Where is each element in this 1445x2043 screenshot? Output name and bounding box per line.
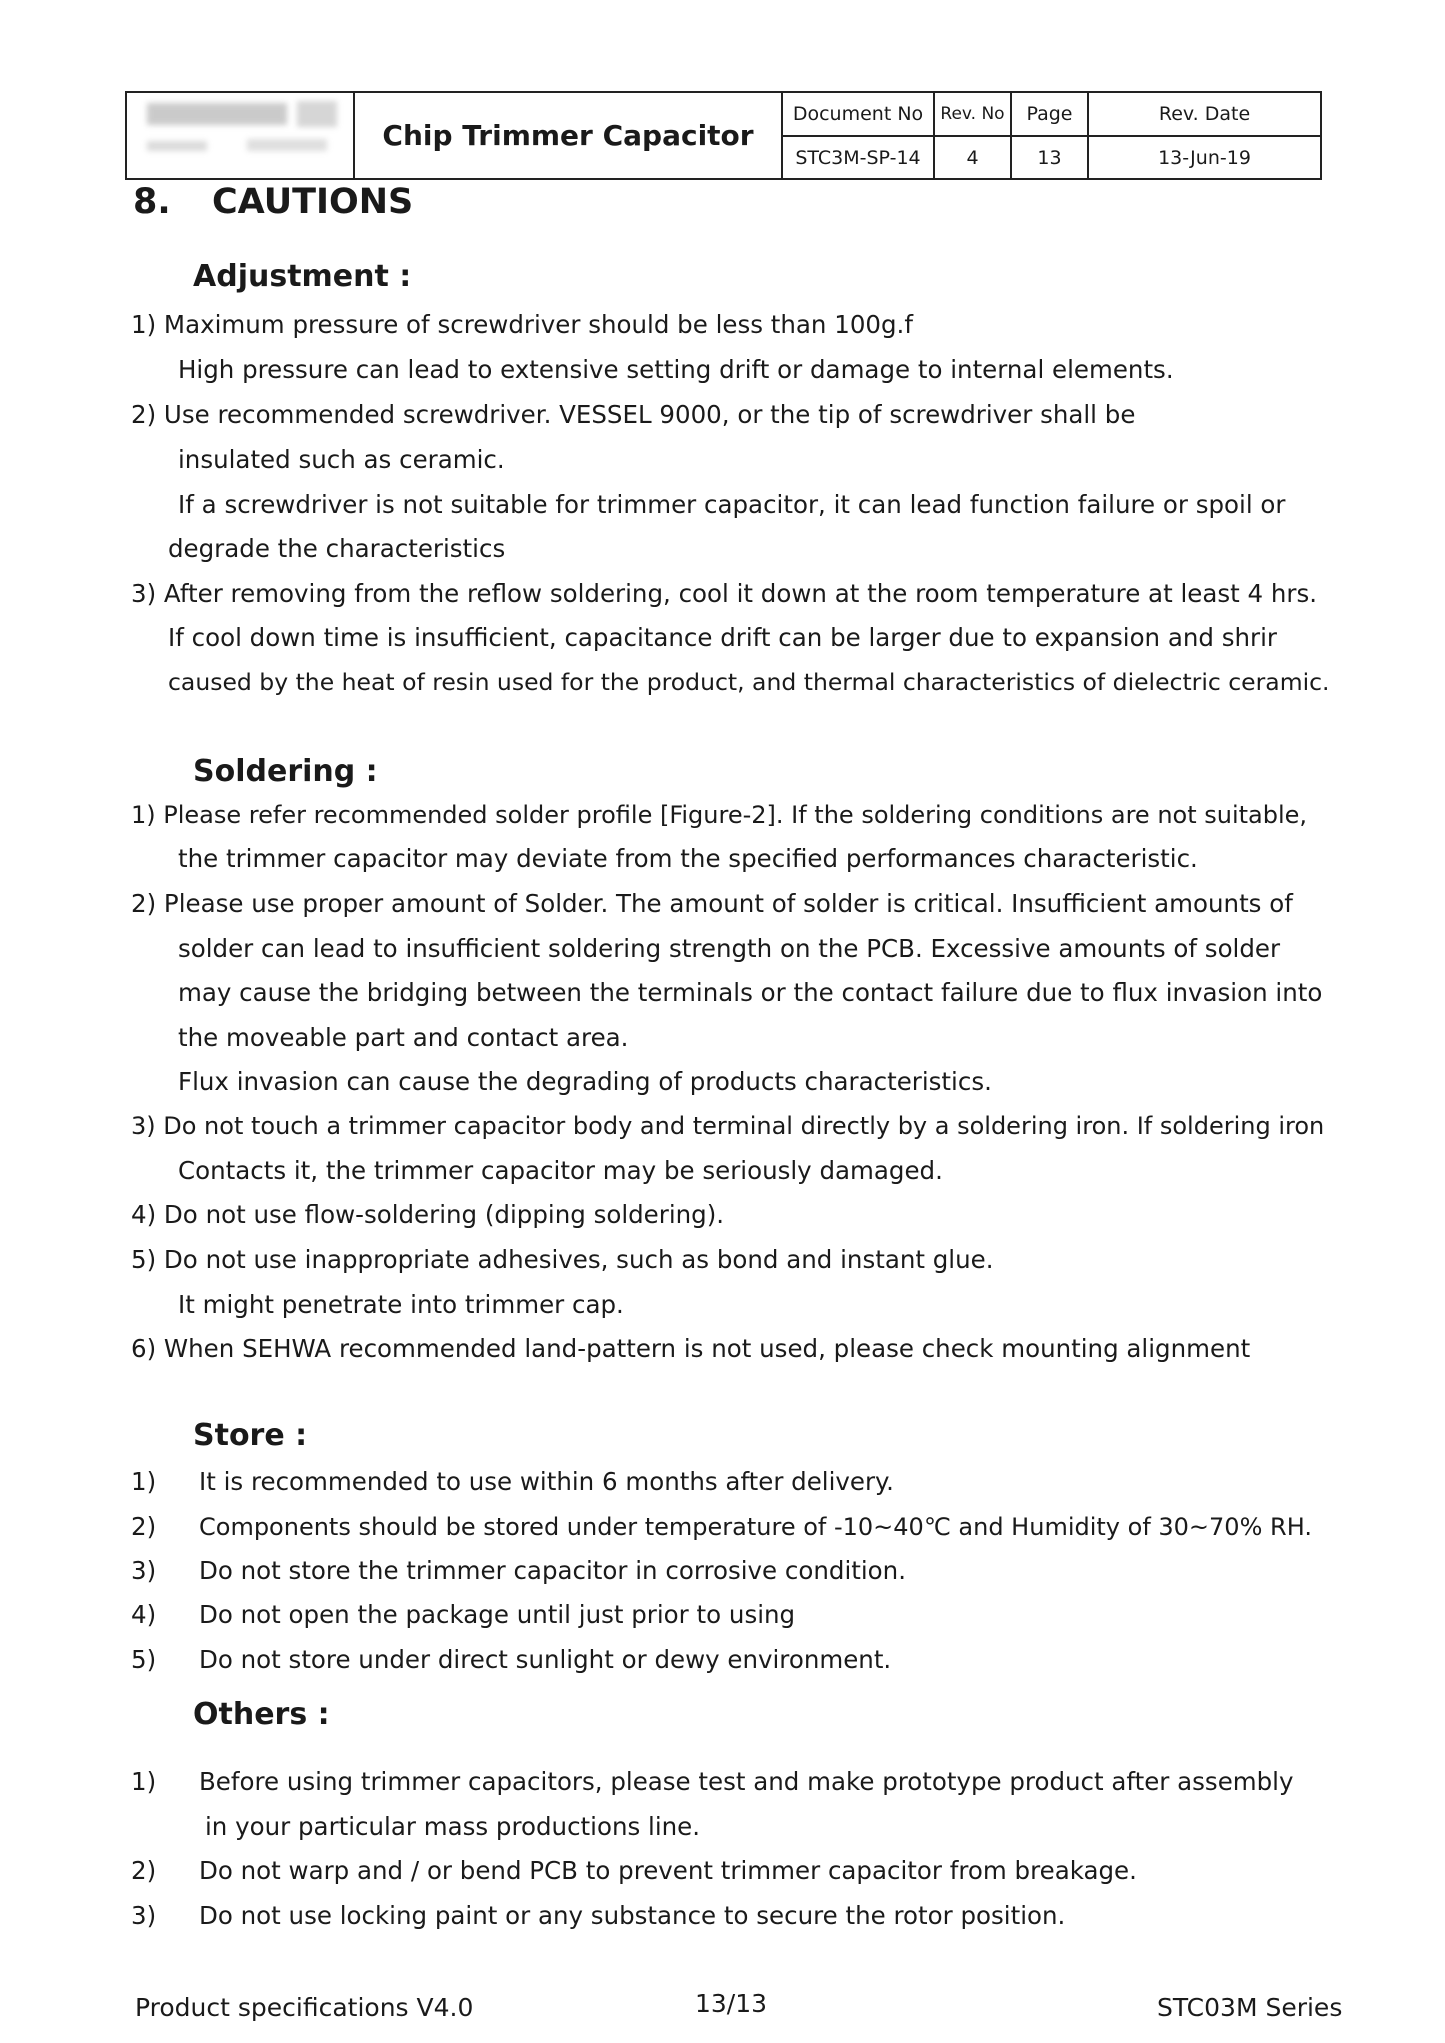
store-heading: Store : (193, 1418, 308, 1453)
others-item-number: 2) (131, 1856, 157, 1885)
soldering-line: 4) Do not use flow-soldering (dipping soldering). (131, 1200, 725, 1229)
soldering-line: solder can lead to insufficient soldering strength on the PCB. Excessive amounts of solder (178, 934, 1281, 963)
page-value: 13 (1011, 136, 1088, 179)
soldering-heading: Soldering : (193, 754, 378, 789)
others-item-text: Do not use locking paint or any substance to secure the rotor position. (199, 1901, 1066, 1930)
footer-spec-version: Product specifications V4.0 (135, 1993, 474, 2022)
others-heading: Others : (193, 1697, 330, 1732)
soldering-line: Contacts it, the trimmer capacitor may be seriously damaged. (178, 1156, 943, 1185)
section-title: CAUTIONS (212, 182, 414, 222)
store-item-text: Do not store under direct sunlight or dewy environment. (199, 1645, 892, 1674)
rev-date-value: 13-Jun-19 (1088, 136, 1321, 179)
page-label: Page (1011, 92, 1088, 136)
adjustment-line: 2) Use recommended screwdriver. VESSEL 9000, or the tip of screwdriver shall be (131, 400, 1136, 429)
adjustment-line: If cool down time is insufficient, capacitance drift can be larger due to expansion and shrir (168, 623, 1277, 652)
footer-page-number: 13/13 (695, 1989, 768, 2018)
adjustment-line: 1) Maximum pressure of screwdriver should be less than 100g.f (131, 310, 913, 339)
store-item-number: 3) (131, 1556, 157, 1585)
soldering-line: 1) Please refer recommended solder profile [Figure-2]. If the soldering conditions are not suitable, (131, 801, 1308, 829)
company-logo (126, 92, 354, 179)
soldering-line: 3) Do not touch a trimmer capacitor body and terminal directly by a soldering iron. If soldering iron (131, 1112, 1325, 1140)
store-item-text: Components should be stored under temperature of -10~40℃ and Humidity of 30~70% RH. (199, 1513, 1312, 1541)
soldering-line: the trimmer capacitor may deviate from the specified performances characteristic. (178, 844, 1198, 873)
document-header (125, 91, 1322, 180)
soldering-line: 6) When SEHWA recommended land-pattern is not used, please check mounting alignment (131, 1334, 1251, 1363)
store-item-number: 5) (131, 1645, 157, 1674)
soldering-line: 5) Do not use inappropriate adhesives, such as bond and instant glue. (131, 1245, 994, 1274)
soldering-line: the moveable part and contact area. (178, 1023, 629, 1052)
others-item-text: in your particular mass productions line. (205, 1812, 701, 1841)
store-item-text: Do not open the package until just prior to using (199, 1600, 796, 1629)
adjustment-heading: Adjustment : (193, 259, 412, 294)
footer-series-name: STC03M Series (1157, 1993, 1343, 2022)
soldering-line: It might penetrate into trimmer cap. (178, 1290, 624, 1319)
others-item-number: 3) (131, 1901, 157, 1930)
store-item-text: Do not store the trimmer capacitor in corrosive condition. (199, 1556, 906, 1585)
others-item-number: 1) (131, 1767, 157, 1796)
adjustment-line: High pressure can lead to extensive setting drift or damage to internal elements. (178, 355, 1174, 384)
adjustment-line: insulated such as ceramic. (178, 445, 505, 474)
store-item-number: 4) (131, 1600, 157, 1629)
store-item-text: It is recommended to use within 6 months after delivery. (199, 1467, 894, 1496)
doc-no-label: Document No (782, 92, 934, 136)
rev-no-value: 4 (934, 136, 1011, 179)
store-item-number: 2) (131, 1512, 157, 1541)
soldering-line: may cause the bridging between the terminals or the contact failure due to flux invasion into (178, 978, 1323, 1007)
adjustment-line: If a screwdriver is not suitable for trimmer capacitor, it can lead function failure or spoil or (178, 490, 1286, 519)
soldering-line: 2) Please use proper amount of Solder. The amount of solder is critical. Insufficient amounts of (131, 889, 1293, 918)
store-item-number: 1) (131, 1467, 157, 1496)
soldering-line: Flux invasion can cause the degrading of products characteristics. (178, 1067, 992, 1096)
section-number: 8. (133, 182, 171, 222)
adjustment-line: degrade the characteristics (168, 534, 506, 563)
rev-date-label: Rev. Date (1088, 92, 1321, 136)
rev-no-label: Rev. No (934, 92, 1011, 136)
adjustment-line: caused by the heat of resin used for the product, and thermal characteristics of dielectric ceramic. (168, 668, 1330, 696)
others-item-text: Before using trimmer capacitors, please test and make prototype product after assembly (199, 1767, 1294, 1796)
doc-no-value: STC3M-SP-14 (782, 136, 934, 179)
document-title: Chip Trimmer Capacitor (354, 92, 782, 179)
adjustment-line: 3) After removing from the reflow soldering, cool it down at the room temperature at least 4 hrs. (131, 579, 1318, 608)
others-item-text: Do not warp and / or bend PCB to prevent trimmer capacitor from breakage. (199, 1856, 1137, 1885)
